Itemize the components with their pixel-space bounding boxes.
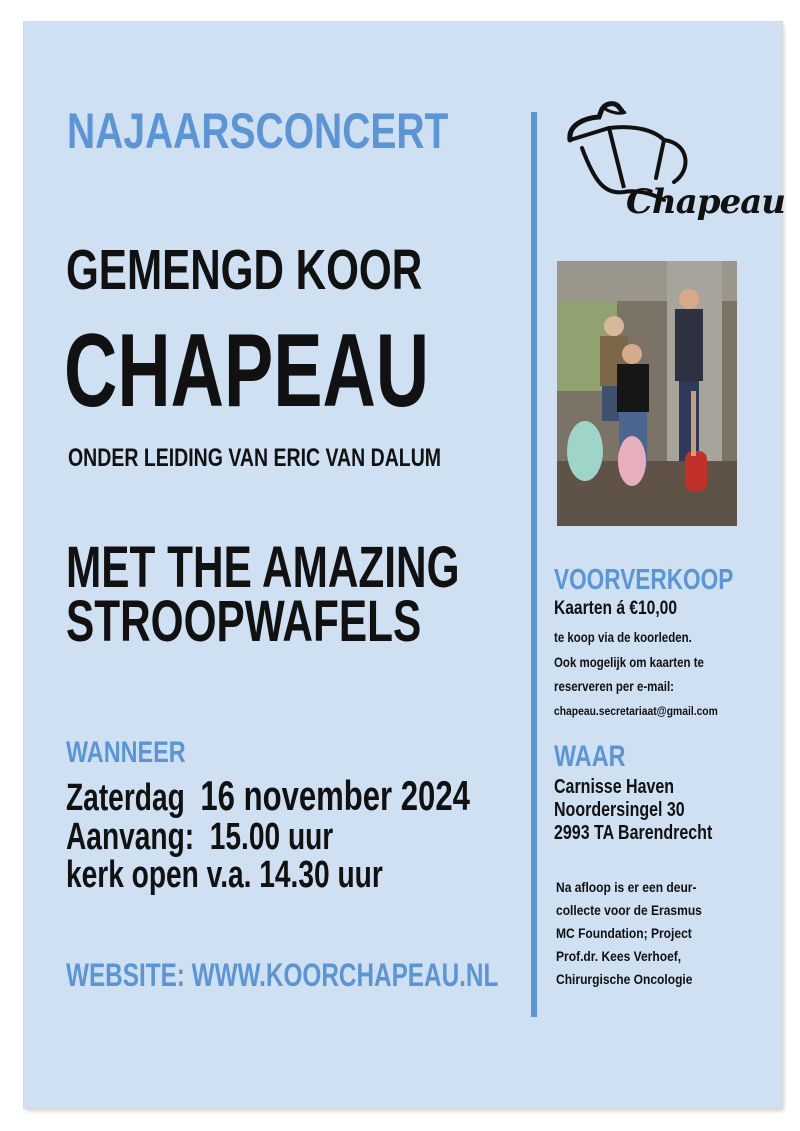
when-heading: WANNEER [66,736,186,769]
website-link[interactable]: WEBSITE: WWW.KOORCHAPEAU.NL [66,957,499,993]
presale-line-2: Ook mogelijk om kaarten te [554,654,704,670]
note-line-2: collecte voor de Erasmus [556,902,702,918]
hat-icon [564,100,759,250]
date-prefix: Zaterdag [66,777,185,819]
presale-line-1: te koop via de koorleden. [554,629,692,645]
presale-line-3: reserveren per e-mail: [554,678,674,694]
church-open: kerk open v.a. 14.30 uur [66,854,383,896]
presale-heading: VOORVERKOOP [554,564,734,596]
conductor-line: ONDER LEIDING VAN ERIC VAN DALUM [68,444,442,472]
logo-wordmark: Chapeau [626,182,785,222]
poster-kicker: NAJAARSCONCERT [67,103,449,159]
concert-date: 16 november 2024 [200,772,470,819]
presale-email[interactable]: chapeau.secretariaat@gmail.com [554,704,718,718]
note-line-4: Prof.dr. Kees Verhoef, [556,948,682,964]
start-prefix: Aanvang: [66,816,195,858]
concert-poster [24,22,785,1108]
chapeau-logo [564,100,785,250]
note-line-5: Chirurgische Oncologie [556,971,693,987]
location-line-3: 2993 TA Barendrecht [554,822,713,844]
guest-line-1: MET THE AMAZING [66,535,460,600]
location-line-2: Noordersingel 30 [554,799,685,821]
band-photo [557,261,737,526]
vertical-divider [531,112,537,1017]
guest-line-2: STROOPWAFELS [66,589,422,654]
presale-price: Kaarten á €10,00 [554,598,677,619]
note-line-3: MC Foundation; Project [556,925,692,941]
choir-line: GEMENGD KOOR [66,238,423,302]
note-line-1: Na afloop is er een deur- [556,879,697,895]
choir-name: CHAPEAU [64,313,430,429]
location-line-1: Carnisse Haven [554,776,675,798]
location-heading: WAAR [554,740,626,773]
start-time: 15.00 uur [209,816,334,858]
